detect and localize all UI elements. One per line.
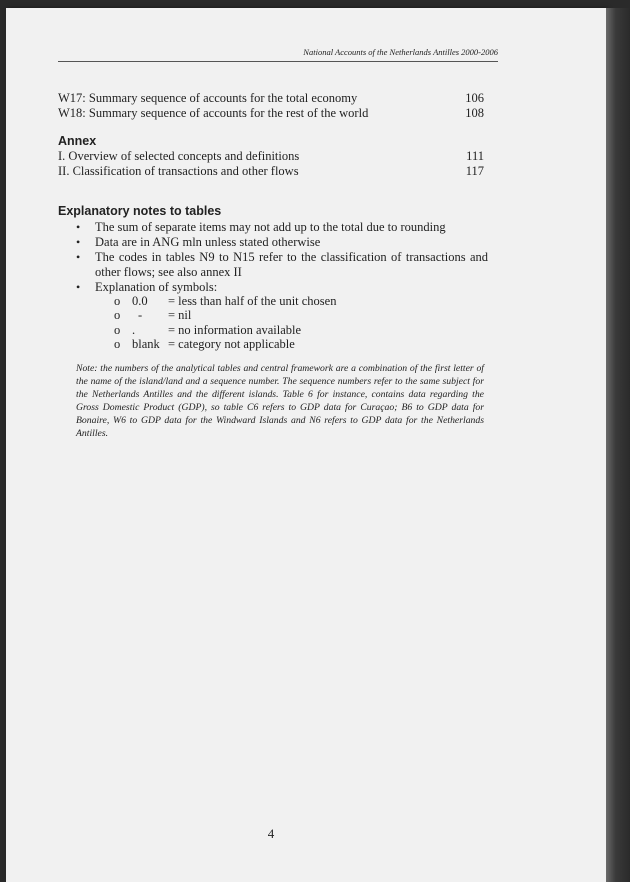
sub-bullet-icon: o — [114, 336, 121, 351]
symbol-row — [114, 337, 336, 351]
running-header: National Accounts of the Netherlands Antilles 2000-2006 — [303, 47, 498, 57]
list-item-text: Data are in ANG mln unless stated otherwise — [95, 235, 321, 249]
list-item-text: Explanation of symbols: — [95, 280, 218, 294]
table-numbering-note: Note: the numbers of the analytical tables and central framework are a combination of the first letter of the name of the island/land and a sequence number. The sequence numbers refer to the same subject for the Netherlands Antilles and the different islands. Table 6 for instance, contains data regarding the Gross Domestic Product (GDP), so table C6 refers to GDP data for Curaçao; B6 to GDP data for Bonaire, W6 to GDP data for the Windward Islands and N6 refers to GDP data for the Netherlands Antilles. — [76, 363, 484, 439]
list-item-text: The sum of separate items may not add up to the total due to rounding — [95, 220, 446, 234]
toc-entry-label: W17: Summary sequence of accounts for the total economy — [58, 91, 358, 105]
page-number: 4 — [267, 826, 275, 841]
scan-edge-shadow — [606, 8, 630, 882]
symbol: blank — [132, 336, 160, 351]
symbol-meaning: = less than half of the unit chosen — [168, 294, 337, 308]
symbol-meaning: = no information available — [168, 322, 302, 337]
toc-entry-w18 — [58, 106, 484, 121]
toc-entry-page: 111 — [466, 149, 484, 163]
list-item — [58, 220, 488, 235]
bullet-icon: • — [76, 280, 81, 294]
explanatory-notes-list — [58, 220, 488, 295]
annex-heading: Annex — [58, 134, 97, 148]
bullet-icon: • — [76, 220, 81, 234]
toc-entry-annex-ii — [58, 164, 484, 179]
list-item — [58, 235, 488, 250]
document-page — [6, 8, 606, 882]
bullet-icon: • — [76, 235, 81, 249]
bullet-icon: • — [76, 250, 81, 264]
list-item — [58, 280, 488, 295]
symbol-row — [114, 323, 336, 337]
toc-entry-page: 108 — [465, 106, 484, 120]
toc-entry-page: 117 — [465, 164, 484, 178]
toc-entry-w17 — [58, 91, 484, 106]
symbol-meaning: = nil — [168, 308, 192, 323]
list-item — [58, 250, 488, 280]
toc-entry-label: I. Overview of selected concepts and definitions — [58, 149, 300, 163]
list-item-text: The codes in tables N9 to N15 refer to the classification of transactions and other flows; see also annex II — [95, 250, 488, 279]
symbol-legend — [114, 294, 336, 351]
explanatory-notes-heading: Explanatory notes to tables — [58, 204, 222, 218]
symbol: 0.0 — [132, 294, 148, 308]
symbol: . — [132, 322, 136, 337]
symbol-row — [114, 308, 336, 322]
toc-entry-page: 106 — [465, 91, 484, 105]
symbol-row — [114, 294, 336, 308]
sub-bullet-icon: o — [114, 294, 121, 308]
header-rule — [58, 61, 498, 62]
toc-entry-label: II. Classification of transactions and other flows — [58, 164, 299, 178]
sub-bullet-icon: o — [114, 322, 121, 337]
symbol-meaning: = category not applicable — [168, 336, 295, 351]
sub-bullet-icon: o — [114, 308, 121, 323]
toc-entry-annex-i — [58, 149, 484, 164]
toc-entry-label: W18: Summary sequence of accounts for the rest of the world — [58, 106, 369, 120]
symbol: - — [138, 308, 143, 323]
